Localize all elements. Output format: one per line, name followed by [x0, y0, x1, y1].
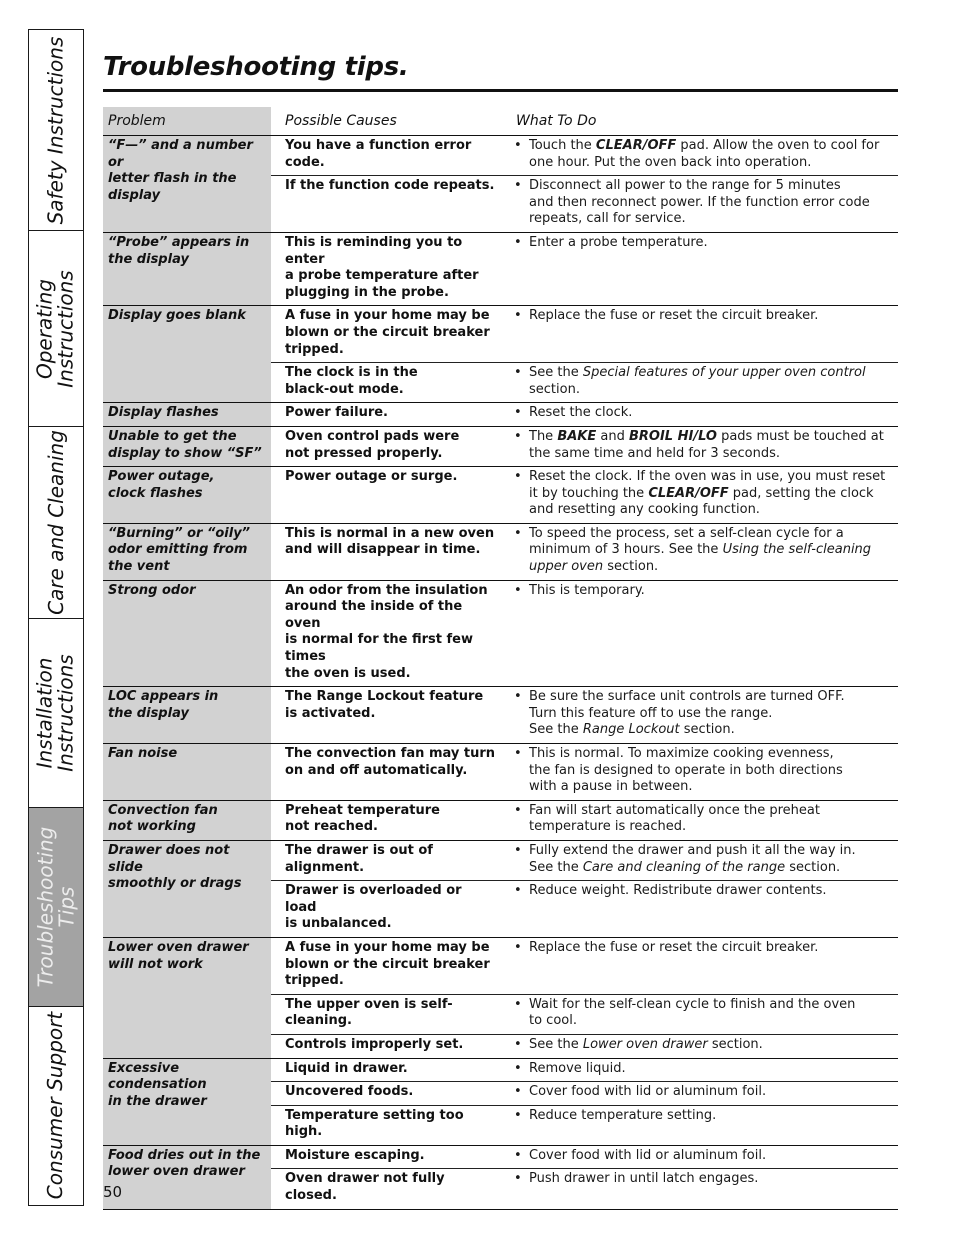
header-possible-causes: Possible Causes [285, 113, 397, 129]
cause-row [271, 306, 898, 362]
table-row [103, 841, 898, 938]
cause-row [271, 427, 898, 466]
cause-cell: This is reminding you to enter a probe temperature after plugging in the probe. [285, 234, 479, 300]
cause-row [271, 1034, 898, 1058]
troubleshooting-table [103, 107, 898, 1210]
cause-cell: Moisture escaping. [285, 1147, 425, 1163]
cause-cell: Liquid in drawer. [285, 1060, 408, 1076]
problem-cell: “Burning” or “oily” odor emitting from the vent [103, 524, 271, 580]
todo-cell: • Replace the fuse or reset the circuit breaker. [502, 938, 898, 994]
todo-cell: • Cover food with lid or aluminum foil. [502, 1082, 898, 1105]
tab-consumer-support[interactable] [29, 1007, 83, 1204]
table-row [103, 801, 898, 841]
cause-cell: Oven drawer not fully closed. [285, 1171, 445, 1204]
todo-cell: • Replace the fuse or reset the circuit breaker. [502, 306, 898, 362]
tab-label: Operating Instructions [33, 269, 78, 388]
problem-cell: “F—” and a number or letter flash in the display [103, 136, 271, 232]
tab-troubleshooting-tips[interactable] [29, 808, 83, 1007]
cause-cell: A fuse in your home may be blown or the circuit breaker tripped. [285, 939, 490, 989]
tab-label: Consumer Support [43, 1011, 68, 1200]
todo-cell: • Fan will start automatically once the preheat temperature is reached. [502, 801, 898, 840]
cause-list [271, 841, 898, 937]
cause-row [271, 467, 898, 523]
cause-list [271, 306, 898, 402]
cause-row [271, 1168, 898, 1208]
problem-cell: Food dries out in the lower oven drawer [103, 1146, 271, 1209]
problem-cell: Lower oven drawer will not work [103, 938, 271, 1058]
cause-list [271, 1059, 898, 1145]
cause-cell: Drawer is overloaded or load is unbalanced. [285, 883, 462, 932]
cause-row [271, 1059, 898, 1082]
table-row [103, 1146, 898, 1210]
cause-list [271, 427, 898, 466]
cause-row [271, 938, 898, 994]
tab-label: Safety Instructions [43, 36, 68, 224]
section-tabs [28, 29, 84, 1206]
table-row [103, 524, 898, 581]
title-divider [103, 89, 898, 92]
cause-row [271, 1146, 898, 1169]
todo-cell: • Wait for the self-clean cycle to finish and the oven to cool. [502, 995, 898, 1034]
cause-row [271, 581, 898, 687]
table-body [103, 136, 898, 1210]
todo-cell: • Fully extend the drawer and push it all the way in. See the Care and cleaning of the range section. [502, 841, 898, 880]
table-row [103, 136, 898, 233]
tab-care-and-cleaning[interactable] [29, 427, 83, 619]
cause-row [271, 524, 898, 580]
cause-list [271, 136, 898, 232]
table-row [103, 233, 898, 306]
todo-cell: • Push drawer in until latch engages. [502, 1169, 898, 1208]
page-number: 50 [103, 1183, 123, 1201]
todo-cell: • Reset the clock. If the oven was in use, you must reset it by touching the CLEAR/OFF pad, setting the clock and resetting any cooking function. [502, 467, 898, 523]
table-header [103, 107, 898, 136]
cause-row [271, 687, 898, 743]
todo-cell: • To speed the process, set a self-clean cycle for a minimum of 3 hours. See the Using the self-cleaning upper oven section. [502, 524, 898, 580]
todo-cell: • Remove liquid. [502, 1059, 898, 1082]
cause-row [271, 880, 898, 937]
todo-cell: • Reduce weight. Redistribute drawer contents. [502, 881, 898, 937]
problem-cell: Excessive condensation in the drawer [103, 1059, 271, 1145]
cause-cell: If the function code repeats. [285, 178, 495, 194]
cause-list [271, 467, 898, 523]
cause-cell: Power failure. [285, 405, 388, 421]
problem-cell: Display flashes [103, 403, 271, 426]
cause-cell: You have a function error code. [285, 138, 472, 170]
cause-cell: This is normal in a new oven and will disappear in time. [285, 525, 495, 558]
tab-label: Troubleshooting Tips [33, 826, 79, 988]
problem-cell: LOC appears in the display [103, 687, 271, 743]
cause-list [271, 938, 898, 1058]
todo-cell: • Reduce temperature setting. [502, 1106, 898, 1145]
table-row [103, 687, 898, 744]
table-row [103, 938, 898, 1059]
todo-cell: • The BAKE and BROIL HI/LO pads must be touched at the same time and held for 3 seconds. [502, 427, 898, 466]
problem-cell: Power outage, clock flashes [103, 467, 271, 523]
cause-row [271, 1105, 898, 1145]
cause-cell: The drawer is out of alignment. [285, 842, 433, 875]
problem-cell: Strong odor [103, 581, 271, 687]
tab-label: Care and Cleaning [43, 430, 68, 615]
todo-cell: • Reset the clock. [502, 403, 898, 426]
todo-cell: • Touch the CLEAR/OFF pad. Allow the oven to cool for one hour. Put the oven back into operation. [502, 136, 898, 175]
tab-label: Installation Instructions [33, 654, 78, 772]
todo-cell: • This is normal. To maximize cooking evenness, the fan is designed to operate in both directions with a pause in between. [502, 744, 898, 800]
cause-cell: The clock is in the black-out mode. [285, 365, 418, 397]
todo-cell: • Cover food with lid or aluminum foil. [502, 1146, 898, 1169]
problem-cell: “Probe” appears in the display [103, 233, 271, 305]
cause-list [271, 233, 898, 305]
tab-safety-instructions[interactable] [29, 30, 83, 231]
table-row [103, 427, 898, 467]
cause-row [271, 233, 898, 305]
cause-row [271, 403, 898, 426]
cause-list [271, 801, 898, 840]
cause-list [271, 581, 898, 687]
cause-row [271, 136, 898, 175]
cause-row [271, 801, 898, 840]
todo-cell: • See the Special features of your upper oven control section. [502, 363, 898, 402]
cause-cell: Controls improperly set. [285, 1036, 464, 1052]
cause-cell: Oven control pads were not pressed properly. [285, 428, 460, 461]
problem-cell: Drawer does not slide smoothly or drags [103, 841, 271, 937]
tab-installation-instructions[interactable] [29, 619, 83, 808]
header-what-to-do: What To Do [516, 113, 597, 129]
cause-list [271, 1146, 898, 1209]
cause-cell: Power outage or surge. [285, 469, 458, 485]
cause-cell: Preheat temperature not reached. [285, 802, 440, 835]
table-row [103, 744, 898, 801]
cause-row [271, 1081, 898, 1105]
cause-cell: The Range Lockout feature is activated. [285, 689, 484, 721]
table-row [103, 1059, 898, 1146]
cause-row [271, 175, 898, 232]
cause-row [271, 744, 898, 800]
tab-operating-instructions[interactable] [29, 231, 83, 427]
cause-cell: Uncovered foods. [285, 1084, 414, 1100]
table-row [103, 581, 898, 688]
cause-row [271, 362, 898, 402]
cause-cell: The convection fan may turn on and off automatically. [285, 746, 495, 778]
cause-list [271, 524, 898, 580]
header-problem: Problem [103, 107, 271, 135]
cause-cell: The upper oven is self-cleaning. [285, 996, 453, 1029]
problem-cell: Convection fan not working [103, 801, 271, 840]
cause-row [271, 841, 898, 880]
cause-list [271, 744, 898, 800]
cause-cell: A fuse in your home may be blown or the circuit breaker tripped. [285, 308, 490, 357]
problem-cell: Display goes blank [103, 306, 271, 402]
problem-cell: Fan noise [103, 744, 271, 800]
cause-row [271, 994, 898, 1034]
table-row [103, 403, 898, 427]
todo-cell: • Be sure the surface unit controls are turned OFF. Turn this feature off to use the range. See the Range Lockout section. [502, 687, 898, 743]
cause-cell: An odor from the insulation around the inside of the oven is normal for the first few times the oven is used. [285, 582, 488, 681]
problem-cell: Unable to get the display to show “SF” [103, 427, 271, 466]
cause-cell: Temperature setting too high. [285, 1107, 464, 1140]
todo-cell: • This is temporary. [502, 581, 898, 687]
table-row [103, 306, 898, 403]
todo-cell: • Disconnect all power to the range for 5 minutes and then reconnect power. If the function error code repeats, call for service. [502, 176, 898, 232]
cause-list [271, 687, 898, 743]
cause-list [271, 403, 898, 426]
table-row [103, 467, 898, 524]
todo-cell: • Enter a probe temperature. [502, 233, 898, 305]
todo-cell: • See the Lower oven drawer section. [502, 1035, 898, 1058]
page-title: Troubleshooting tips. [103, 52, 409, 82]
